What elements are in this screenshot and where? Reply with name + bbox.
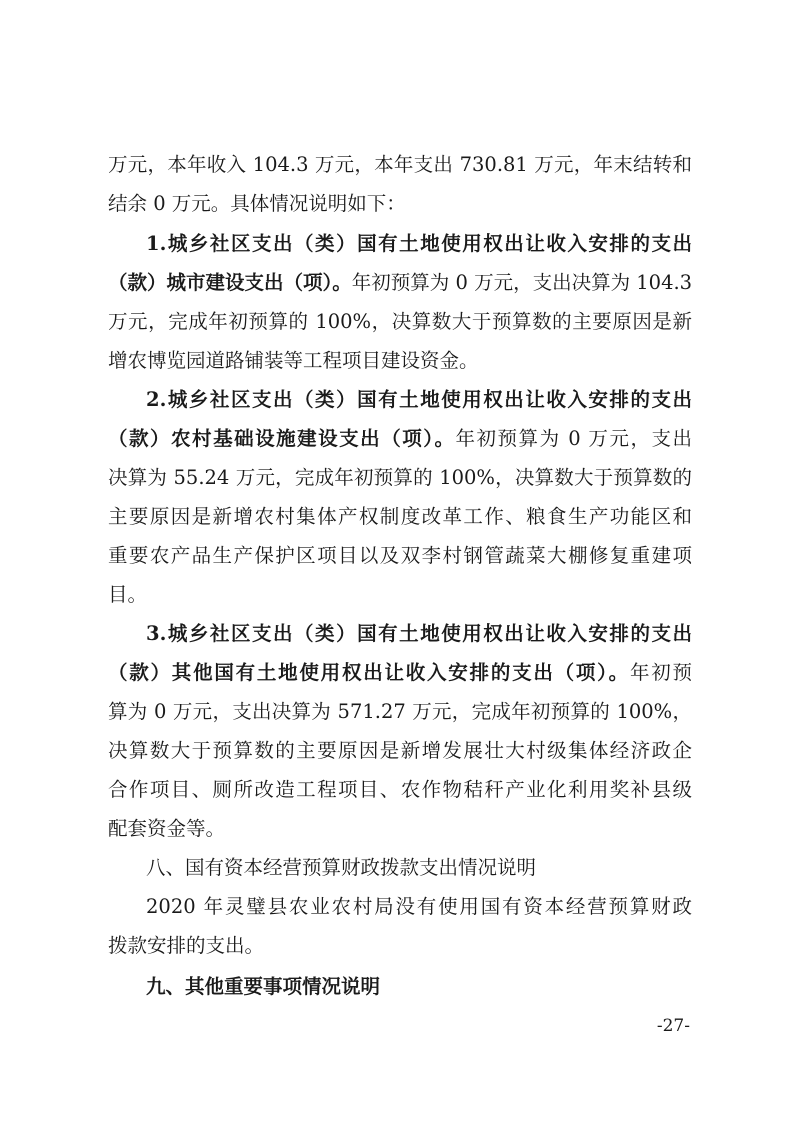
page-number: -27- bbox=[656, 1016, 690, 1036]
section8-line-2: 拨款安排的支出。 bbox=[108, 934, 265, 957]
item3-heading-cont: （款）其他国有土地使用权出让收入安排的支出（项）。 bbox=[108, 661, 630, 684]
item1-heading-line: 1.城乡社区支出（类）国有土地使用权出让收入安排的支出 bbox=[146, 232, 692, 255]
item1-line-3: 万元，完成年初预算的 100%，决算数大于预算数的主要原因是新 bbox=[108, 310, 692, 333]
item2-line-6: 目。 bbox=[108, 583, 148, 606]
item1-text: 年初预算为 0 万元，支出决算为 104.3 bbox=[351, 271, 692, 294]
item2-text: 年初预算为 0 万元，支出 bbox=[455, 427, 692, 450]
item3-line-5: 合作项目、厕所改造工程项目、农作物秸秆产业化利用奖补县级 bbox=[108, 778, 692, 801]
item2-line-3: 决算为 55.24 万元，完成年初预算的 100%，决算数大于预算数的 bbox=[108, 466, 692, 489]
item2-heading-cont: （款）农村基础设施建设支出（项）。 bbox=[108, 427, 456, 450]
section9-heading: 九、其他重要事项情况说明 bbox=[146, 975, 381, 998]
item2-line-5: 重要农产品生产保护区项目以及双李村钢管蔬菜大棚修复重建项 bbox=[108, 544, 692, 567]
item2-line-4: 主要原因是新增农村集体产权制度改革工作、粮食生产功能区和 bbox=[108, 505, 692, 528]
item1-line-4: 增农博览园道路铺装等工程项目建设资金。 bbox=[108, 349, 479, 372]
item3-line-2 bbox=[108, 658, 692, 688]
section8-heading: 八、国有资本经营预算财政拨款支出情况说明 bbox=[146, 856, 537, 879]
item2-heading-line: 2.城乡社区支出（类）国有土地使用权出让收入安排的支出 bbox=[146, 388, 692, 411]
intro-line-2: 结余 0 万元。具体情况说明如下： bbox=[108, 192, 406, 215]
item1-line-2 bbox=[108, 268, 692, 298]
item3-text: 年初预 bbox=[629, 661, 692, 684]
item3-line-6: 配套资金等。 bbox=[108, 817, 226, 840]
section8-line-1: 2020 年灵璧县农业农村局没有使用国有资本经营预算财政 bbox=[146, 895, 692, 918]
item1-heading-cont: （款）城市建设支出（项）。 bbox=[108, 271, 352, 294]
item3-line-3: 算为 0 万元，支出决算为 571.27 万元，完成年初预算的 100%， bbox=[108, 700, 692, 723]
item3-heading-line: 3.城乡社区支出（类）国有土地使用权出让收入安排的支出 bbox=[146, 622, 692, 645]
item3-line-4: 决算数大于预算数的主要原因是新增发展壮大村级集体经济政企 bbox=[108, 739, 692, 762]
item2-line-2 bbox=[108, 424, 692, 454]
intro-line-1: 万元，本年收入 104.3 万元，本年支出 730.81 万元，年末结转和 bbox=[108, 153, 692, 176]
